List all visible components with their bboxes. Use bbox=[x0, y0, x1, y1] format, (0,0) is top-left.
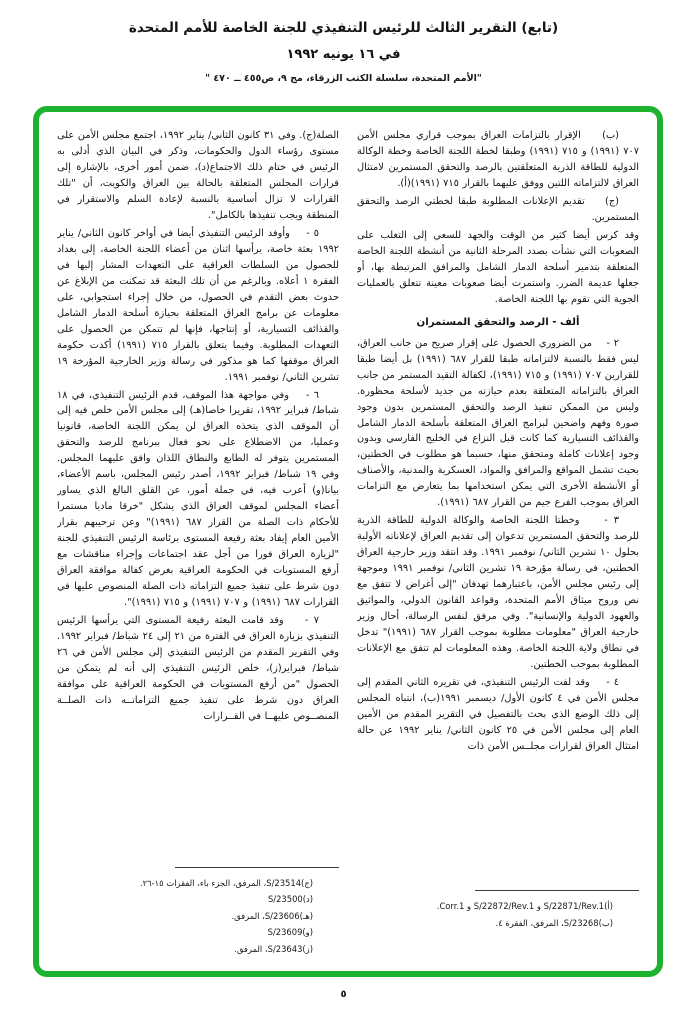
paragraph-4-continued: الصلة(ج). وفي ٣١ كانون الثاني/ يناير ١٩٩٢، اجتمع مجلس الأمن على مستوى رؤساء الدول والحكومات، وذكر في البيان الذي أدلى به الرئيس في ختام ذلك الاجتماع(د)، ضمن أمور أخرى، بالإشارة إلى قرارات المجلس المتعلقة بالحالة بين العراق والكويت، أن "تلك القرارات لا تزال أساسية بالنسبة لإعادة السلم والاستقرار في المنطقة ويجب تنفيذها بالكامل". bbox=[57, 130, 339, 221]
paragraph-3: ٣ - وخطتا اللجنة الخاصة والوكالة الدولية للطاقة الذرية للرصد والتحقق المستمرين تدعوان إلى تقديم العراق لإعلاناته الأولية بحلول ١٠ تشرين الثاني/ نوفمبر ١٩٩١. وقد انتقد وزير خارجية العراق الخطتين، في رسالة مؤرخة ١٩ تشرين الثاني/ نوفمبر ١٩٩١ وموجهة إلى رئيس مجلس الأمن، باعتبارهما تهدفان "إلى أغراض لا تتفق مع نص وروح ميثاق الأمم المتحدة، وقواعد القانون الدولي، والمواثيق والعهود الدولية والإنسانية". وفي مرفق لنفس الرسالة، أحال وزير خارجية العراق "معلومات مطلوبة بموجب القرار ٦٨٧ (١٩٩١)" تدخل في نطاق ولاية اللجنة الخاصة. وهذه المعلومات لم تتفق مع الإعلانات المطلوبة بموجب الخطتين. bbox=[357, 515, 639, 671]
paragraph-2: ٢ - من الضروري الحصول على إقرار صريح من جانب العراق، ليس فقط بالنسبة لالتزاماته طبقا للقرار ٦٨٧ (١٩٩١) بل أيضا طبقا للقرارين ٧٠٧ (١٩٩١) و ٧١٥ (١٩٩١)، لكفالة التقيد المستمر من جانب العراق بالتزاماته المتعلقة بعدم حيازته من جديد لأسلحة محظورة. وليس من الممكن تنفيذ الرصد والتحقق المستمرين بدون وجود صورة وفهم واضحين لبرامج العراق المتعلقة بأسلحة الدمار الشامل والقذائف التسيارية كما كانت قبل النزاع في الخليج الفارسي وبدون وجود إعلانات كاملة ومتحقق منها، حسبما هو مطلوب في الخطتين، بحيث تشمل المواقع والمرافق والمواد، العسكرية والمدنية، والأصناف أو الأنشطة الأخرى التي يمكن استخدامها بما يتعارض مع التزامات العراق بموجب الفرع جيم من القرار ٦٨٧ (١٩٩١). bbox=[357, 337, 639, 509]
footnote-text: S/23268، المرفق، الفقرة ٤. bbox=[495, 917, 599, 928]
footnote bbox=[357, 898, 639, 914]
paragraph-4: ٤ - وقد لفت الرئيس التنفيذي، في تقريره الثاني المقدم إلى مجلس الأمن في ٤ كانون الأول/ ديسمبر ١٩٩١(ب)، انتباه المجلس إلى ذلك الوضع الذي بحث بالتفصيل في التقرير المقدم من الأمين العام إلى مجلس الأمن في ٢٥ كانون الثاني/ يناير ١٩٩٢ عن حالة امتثال العراق لقرارات مجلــس الأمن ذات bbox=[357, 677, 639, 752]
page-number: ٥ bbox=[340, 989, 347, 1000]
paragraph-6: ٦ - وفي مواجهة هذا الموقف، قدم الرئيس التنفيذي، في ١٨ شباط/ فبراير ١٩٩٢، تقريرا خاصا(هـ) إلى مجلس الأمن خلص فيه إلى أن الموقف الذي يتخذه العراق لن يمكن اللجنة الخاصة، قانونيا وعمليا، من الاضطلاع على نحو فعال ببرنامج للرصد والتحقق المستمرين يتوفر له الطابع والنطاق اللذان وافق عليهما المجلس. وفي ١٩ شباط/ فبراير ١٩٩٢، أصدر رئيس المجلس، باسم الأعضاء، بيانا(و) أعرب فيه، في جملة أمور، عن القلق البالغ الذي يساور أعضاء المجلس لموقف العراق الذي يشكل "خرقا ماديا مستمرا للأحكام ذات الصلة من القرار ٦٨٧ (١٩٩١)" وعن ترحيبهم بقرار الأمين العام إيفاد بعثة رفيعة المستوى برئاسة الرئيس التنفيذي للجنة "لزيارة العراق فورا من أجل عقد اجتماعات وإجراء مناقشات مع أرفع المستويات في الحكومة العراقية بغرض كفالة موافقة العراق دون شرط على تنفيذ جميع التزاماته ذات الصلة المنصوص عليها في القرارات ٦٨٧ (١٩٩١) و ٧٠٧ (١٩٩١) و ٧١٥ (١٩٩١)". bbox=[57, 389, 339, 609]
footnote bbox=[57, 924, 339, 940]
footnote-text: S/22871/Rev.1 و S/22872/Rev.1 و Corr.1. bbox=[436, 901, 605, 912]
footnote-label: (ج) bbox=[301, 878, 313, 889]
footnote-text: S/23606، المرفق. bbox=[231, 910, 300, 921]
right-column-text bbox=[357, 128, 639, 890]
report-date: في ١٦ يونيه ١٩٩٢ bbox=[286, 47, 401, 63]
footnote-text: S/23514، المرفق، الجزء باء، الفقرات ١٥-٢٦. bbox=[139, 878, 302, 889]
left-footnotes bbox=[57, 867, 339, 957]
paragraph-item-b: (ب) الإقرار بالتزامات العراق بموجب قراري مجلس الأمن ٧٠٧ (١٩٩١) و ٧١٥ (١٩٩١) وطبقا لخطة اللجنة الخاصة وخطة الوكالة الدولية للطاقة الذرية المتعلقتين بالرصد والتحقق المستمرين لامتثال العراق لالتزاماته اللتين ووفق عليهما بالقرار ٧١٥ (١٩٩١)(أ). bbox=[357, 130, 639, 189]
footnote-label: (ز) bbox=[302, 943, 313, 954]
footnote-separator bbox=[175, 867, 339, 868]
footnote bbox=[357, 915, 639, 931]
footnote-separator bbox=[475, 890, 639, 891]
paragraph-item-j: (ج) تقديم الإعلانات المطلوبة طبقا لخطتي الرصد والتحقق المستمرين. bbox=[357, 195, 639, 223]
paragraph-intro: وقد كرس أيضا كثير من الوقت والجهد للسعي إلى التغلب على الصعوبات التي نشأت بصدد المرحلة الثانية من أنشطة اللجنة الخاصة المتعلقة بتدمير أسلحة الدمار الشامل والمرافق المرتبطة بها، أو جعلها عديمة الضرر. واستمرت أيضا صعوبات معينة تتعلق بالعمليات الجوية التي تقوم بها اللجنة الخاصة. bbox=[357, 229, 639, 305]
footnote bbox=[57, 875, 339, 891]
footnote-text: S/23609 bbox=[267, 927, 303, 938]
left-column-text bbox=[57, 128, 339, 867]
footnote-label: (د) bbox=[302, 894, 313, 905]
paragraph-5: ٥ - وأوفد الرئيس التنفيذي أيضا في أواخر كانون الثاني/ يناير ١٩٩٢ بعثة خاصة، يرأسها اثنان من أعضاء اللجنة الخاصة، إلى بغداد للحصول من السلطات العراقية على التعهدات المشار إليها في الفقرة ١ أعلاه. وبالرغم من أن تلك البعثة قد تمكنت من الإبلاغ عن حدوث بعض التقدم في الحصول، من خلال إجراء استجوابي، على معلومات عن برامج العراق المتعلقة بحيازة أسلحة الدمار الشامل والقذائف التسيارية، أو إنتاجها، فإنها لم تتمكن من الحصول على التعهدات المطلوبة. وفيما يتعلق بالقرار ٧١٥ (١٩٩١) أكدت حكومة العراق موقفها كما هو مذكور في رسالة وزير الخارجية المؤرخة ١٩ تشرين الثاني/ نوفمبر ١٩٩١. bbox=[57, 227, 339, 383]
paragraph-7: ٧ - وقد قامت البعثة رفيعة المستوى التي يرأسها الرئيس التنفيذي بزيارة العراق في الفترة من ٢١ إلى ٢٤ شباط/ فبراير ١٩٩٢. وفي التقرير المقدم من الرئيس التنفيذي إلى مجلس الأمن في ٢٦ شباط/ فبراير(ز)، خلص الرئيس التنفيذي إلى أنه لم يتمكن من الحصول "من أرفع المستويات في الحكومة العراقية على موافقة العراق دون شرط على تنفيذ جميع التزاماتــه ذات الصلــة المنصــوص عليهــا في القــرارات bbox=[57, 615, 339, 722]
document-frame bbox=[33, 106, 663, 977]
document-header bbox=[0, 18, 687, 84]
footnote bbox=[57, 941, 339, 957]
footnote-text: S/23643، المرفق. bbox=[234, 943, 303, 954]
right-column bbox=[357, 128, 639, 957]
footnote-label: (هـ) bbox=[299, 910, 313, 921]
page-title: (تابع) التقرير الثالث للرئيس التنفيذي للجنة الخاصة للأمم المتحدة bbox=[128, 20, 559, 36]
right-footnotes bbox=[357, 890, 639, 931]
footnote-label: (أ) bbox=[604, 901, 613, 912]
two-column-layout bbox=[57, 128, 639, 957]
source-citation: "الأمم المتحدة، سلسلة الكتب الزرقاء، مج ٩، ص٤٥٥ ــ ٤٧٠ " bbox=[205, 73, 482, 85]
left-column bbox=[57, 128, 339, 957]
footnote-label: (ب) bbox=[598, 917, 613, 928]
footnote bbox=[57, 891, 339, 907]
footnote-label: (و) bbox=[302, 927, 313, 938]
footnote bbox=[57, 908, 339, 924]
section-heading-alif: ألف - الرصد والتحقق المستمران bbox=[416, 316, 580, 328]
footnote-text: S/23500 bbox=[267, 894, 303, 905]
